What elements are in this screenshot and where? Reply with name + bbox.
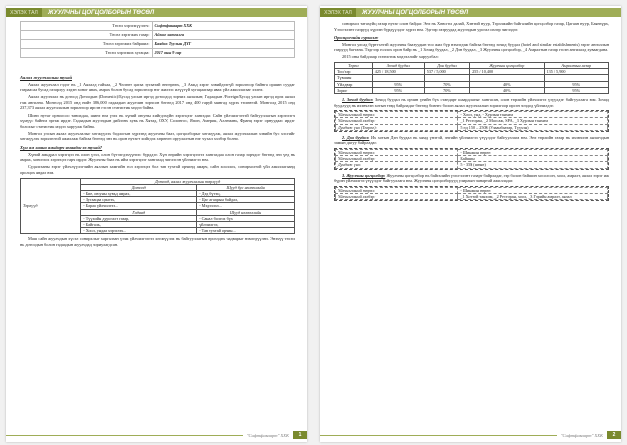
- table-cell: 95%: [544, 87, 608, 93]
- table-cell: Тоо/хэр: [335, 69, 373, 75]
- info-value: Байшин: [458, 156, 608, 162]
- section-text: Их хотын Дэн буудал нь хямд үнэтэй, энгийн үйлчилгээ үзүүлдэг байгууллага юм. Энэ төрлийн газар нь ихэвчлэн аялагчдын замын дагуу байрладаг.: [334, 134, 610, 146]
- paragraph: Судалгааны зэрэг үйлчлүүлэгчийн аяллын хамгийн гол хэрэгцээ бол тав тухтай орчинд амарч, сайн хооллох, сонирхолтой үйл ажиллагаанд оролцох явдал юм.: [20, 164, 295, 175]
- table-cell: - Санал болгох бүх: [197, 215, 295, 221]
- info-key: Үйлчилгээний төрөл:: [336, 187, 458, 193]
- table-cell: 70%: [424, 81, 469, 87]
- info-value: _1 Ресторан, _2 Массаж, SPA, _3 Хурлын танхим: [458, 118, 608, 124]
- info-key: Үйлчилгээний хэлбэр:: [336, 118, 458, 124]
- section-text: Жуулчны цогцолбор нь байгалийн үзэсгэлэнт газарт байрладаг, гэр болон байшин хосолсон, хоол, амралт, аялал зэрэг иж бүрэн үйлчилгээ үзүүлдэг байгууллага юм. Жуулчны цогцолборууд улирлын чанартай ажилладаг.: [334, 172, 610, 184]
- info-value: _1 Хоттой танхим, _2 Ресторан, хоол, _3 Гэрийн амралт, аялал: [458, 194, 608, 200]
- tourism-types-table: [20, 178, 295, 235]
- footer-company: "Сифтфакаарт" ХХК: [560, 432, 603, 438]
- meta-row: [21, 22, 295, 31]
- paragraph: Шинэ нутаг орноосоо танихдаа, шинэ юм үзэх нь хүний оюуны хийгдэхүйн хэрэгцээг хангадаг. Сайн үйлчилгээтэй байгууллагын хэрэглэгч хүмүүс байнга эргэж ирдэг. Гадаадын жуулчдын дийлэнх хувь нь Хятад, ОХУ, Солонгос, Япон, Америк, Аллемань, Франц зэрэг орнуудаас ирдэг болохыг статистик мэдээ харуулж байна.: [20, 112, 295, 129]
- header-title: ЖУУЛЧНЫ ЦОГЦОЛБОРЫН ТӨСӨЛ: [356, 8, 621, 17]
- paragraph: Монгол улсад бүртгэлтэй жуулчны баазуудын тоо жил бүр нэмэгдэж байгаа бөгөөд зочид буудал (hotel and similar establishments) зэрэг ангиллын газрууд багтана. Тэдгээр голлох орон байр нь _1 Зочид буудал, _2 Дэн буудал, _3 Жуулчны цогцолбор, _4 Амралтын газар гэсэн ангилалд хуваагдана.: [334, 41, 609, 53]
- section-heading: Оролцогчийн сурвалж: [334, 35, 379, 41]
- table-cell: Үйлдвэр: [335, 81, 373, 87]
- inn-info-box: [334, 148, 609, 170]
- page-footer: [320, 431, 621, 439]
- paragraph: Маш сайн жуулчдын хүсэл сонирхлыг харгалзан үзэж үйлчилгээгээ хөгжүүлэх нь байгууллагын өрсөлдөх чадварыг нэмэгдүүлнэ. Энэхүү төсөл нь дотоодын болон гадаадын жуулчдад зориулагдсан.: [20, 236, 295, 247]
- table-cell: 537 / 5,000: [424, 69, 469, 75]
- table-cell: 95%: [372, 87, 424, 93]
- page-header: [6, 8, 307, 17]
- table-col-head: Гадаад: [81, 209, 197, 215]
- header-title: ЖУУЛЧНЫ ЦОГЦОЛБОРЫН ТӨСӨЛ: [42, 8, 307, 17]
- tourist-complex-info-box: [334, 186, 609, 201]
- paragraph: Аялал жуулчлал гэдэг нь _1 Аялалд гайхаа, _2 Чөлөөт цагаа зугаатай өнгөрөөх, _3 Амьд хэрэг хэвийдээгүй зорилгоор байнга оршин суудаг газраасаа бусад газарлуу хэдэн хоног явах, амрах болон бусад зорилгоор нэг жилээс илүүгүй хугацаагаар явах үйл ажиллагааг хэлнэ.: [20, 81, 295, 93]
- info-value: 5 - 35$ (шөнө): [458, 162, 608, 168]
- table-cell: Зориг: [335, 87, 373, 93]
- table-cell: - Мэдээлэл...: [197, 203, 295, 209]
- document-page-left: [6, 6, 307, 442]
- table-cell: - Дэд бүтэц,: [197, 190, 295, 196]
- table-cell: 95%: [544, 81, 608, 87]
- paragraph: [334, 97, 609, 108]
- table-col-head: Жуулчны цогцолбор: [470, 63, 544, 69]
- section-inline-title: 3. Жуулчны цогцолбор:: [342, 172, 386, 178]
- info-value: - Шинжин өөрөө: [458, 150, 608, 156]
- footer-line: [320, 435, 557, 436]
- table-cell: 40%: [470, 81, 544, 87]
- paragraph: [334, 135, 609, 146]
- info-key: Үйлчилгээний хэлбэр:: [336, 194, 458, 200]
- table-cell: 95%: [372, 81, 424, 87]
- table-col-head: Дотоод: [81, 184, 197, 190]
- table-cell: 70%: [424, 87, 469, 93]
- section-heading: Хүн ам хаана амьдарч ямаадаг вэ тухай?: [20, 145, 103, 151]
- table-cell: - Зугаацаа цэнгэх,: [81, 197, 197, 203]
- table-cell: - Цаг агаарын байдал,: [197, 197, 295, 203]
- page-number: 2: [607, 431, 621, 439]
- footer-company: "Сифтфакаарт" ХХК: [246, 432, 289, 438]
- table-cell: үйлчилгээ,: [197, 221, 295, 227]
- paragraph: Монгол улсын аялал жуулчлалыг хөгжүүлэх бодлогын хүрээнд жуулчны бааз, цогцолборыг хөгжүүлж, аялал жуулчлалын хэвийн бус хэсгийг хөгжүүлэх зорилготой ажиллаж байгаа бөгөөд энэ нь орон нутагт хийгдэх хөрөнгө оруулалтын нэг чухал хэлбэр болно.: [20, 130, 295, 142]
- meta-label: Төсөл хэрэгжих газар:: [21, 31, 153, 40]
- table-col-head: Төрөл: [335, 63, 373, 69]
- paragraph: 2015 оны байдлаар статистик мэдээллийг харуулбал:: [342, 54, 439, 60]
- table-cell: - Бараа үйлчилгээ...: [81, 203, 197, 209]
- page-footer: [6, 431, 307, 439]
- meta-row: [21, 49, 295, 58]
- table-cell: - Түүхийн дурсгалт газар,: [81, 215, 197, 221]
- info-value: - Шинжин өөрөө: [458, 187, 608, 193]
- meta-label: Төсөл хэрэгжих хугацаа:: [21, 49, 153, 58]
- info-key: Дундаж үнэ:: [336, 162, 458, 168]
- section-text: Зочид буудал нь орчин үеийн бүх стандарт шаардлагыг хангасан, олон төрлийн үйлчилгээ үзүүлдэг байгууллага юм. Зочид буудлууд нь ихэвчлэн хотын төвд байрладаг бөгөөд бизнес болон аялал жуулчлалын зорилгоор ирсэн зочдод үйлчилдэг.: [334, 97, 609, 108]
- hotel-info-box: [334, 110, 609, 132]
- table-cell: - Байгаль,: [81, 221, 197, 227]
- table-col-head: Дэн буудал: [424, 63, 469, 69]
- info-key: Үйлчилгээний хэлбэр:: [336, 156, 458, 162]
- section-heading: Аялал жуулчлалын тухай: [20, 75, 72, 80]
- document-page-right: [320, 6, 621, 442]
- header-tag: ХЭЛЭХ ТАЛ: [6, 8, 42, 17]
- table-cell: Түвшин: [335, 75, 373, 81]
- table-cell: 425 / 18,500: [372, 69, 424, 75]
- info-value: 5 өд 150 – 250$ (Улаанбаатар, Түүхэн): [458, 124, 608, 130]
- meta-value: Аймаг хатгалга: [152, 31, 294, 40]
- meta-row: [21, 31, 295, 40]
- meta-value: Сифтфакаарт ХХК: [152, 22, 294, 31]
- paragraph: Хүний амьдрал хэрэгцээ нь олон үзэл, олон бүтээгдэхүүнээс бүрддэг. Хүн өөрийн хэрэгцээгээ хангахдаа олон газар зорчдог бөгөөд энэ үед нь амрах, хоноглох хэрэгцээ гарч ирдэг. Жуулчны бааз нь ийм хэрэгцээг хангахад чиглэсэн үйлчилгээ юм.: [20, 151, 295, 163]
- table-cell: - Бие, оюуны хувьд амрах,: [81, 190, 197, 196]
- paragraph: Аялал жуулчлал нь дотоод Дотоодын (Domestic)/Бусад улсын иргэд дотоодод зорчих аялалын; Гадаадын /Foreign/Бусад улсын иргэд ирэх аялал гэж ангилна. Монголд 2015 онд нийт 386,000 гадаадын жуулчин зорчсон бөгөөд 2017 онд 400 гаруй мянгад хүрэх төлөвтэй. Монголд 2015 онд 237,373 аялал жуулчлалын зорилгоор ирсэн гэсэн статистик мэдээ байна.: [20, 94, 295, 111]
- info-value: - Хоол, унд, - Хурлын танхим: [458, 112, 608, 118]
- header-tag: ХЭЛЭХ ТАЛ: [320, 8, 356, 17]
- table-row-head: Төрлүүд: [21, 178, 81, 234]
- page-header: [320, 8, 621, 17]
- table-row: [335, 87, 609, 93]
- meta-value: Баядах Туулын ДҮГ: [152, 40, 294, 49]
- info-key: Дундаж үнэ (Төгрөг):: [336, 124, 458, 130]
- meta-value: 2017 оны 9 сар: [152, 49, 294, 58]
- meta-row: [21, 40, 295, 49]
- section-inline-title: 1. Зочид буудал:: [342, 97, 374, 103]
- table-cell: - Тав тухтай орчин...: [197, 228, 295, 234]
- table-cell: 135 / 5,900: [544, 69, 608, 75]
- section-inline-title: 2. Дэн буудал:: [342, 134, 370, 140]
- page-number: 1: [293, 431, 307, 439]
- info-key: Үйлчилгээний төрөл:: [336, 112, 458, 118]
- info-key: Үйлчилгээний төрөл:: [336, 150, 458, 156]
- table-cell: 40%: [470, 87, 544, 93]
- meta-label: Төсөл хэрэгжүүлэгч:: [21, 22, 153, 31]
- table-col-head: Зочид буудал: [372, 63, 424, 69]
- table-cell: - Хоол, ундаа хэрэглэх...: [81, 228, 197, 234]
- table-col-head: Амралтын газар: [544, 63, 608, 69]
- paragraph: [334, 173, 609, 184]
- accommodation-stats-table: [334, 62, 609, 94]
- table-cell: 255 / 10,400: [470, 69, 544, 75]
- meta-label: Төсөл хэрэгжих байршил:: [21, 40, 153, 49]
- paragraph: сонирхол татахуйц газар нутаг олон байдаг. Энэ нь Хөвсгөл далай, Хэнтий нуур, Тэрэлжийн байгалийн цогцолбор газар, Цагаан нуур, Баянзүрх, Үзэсгэлэнт газрууд хүрээн бүрдүүлдэг хүрээ юм. Эдгээр газруудад жуулчдын урсгал ихээр чиглэдэг.: [334, 21, 609, 32]
- project-meta-table: [20, 21, 295, 58]
- table-col-head: Шууд бус нөлөөллийн: [197, 184, 295, 190]
- footer-line: [6, 435, 243, 436]
- table-header: Дотоод, аялал жуулчлалын төрлүүд: [81, 178, 295, 184]
- table-col-head: Шууд нөлөөллийн: [197, 209, 295, 215]
